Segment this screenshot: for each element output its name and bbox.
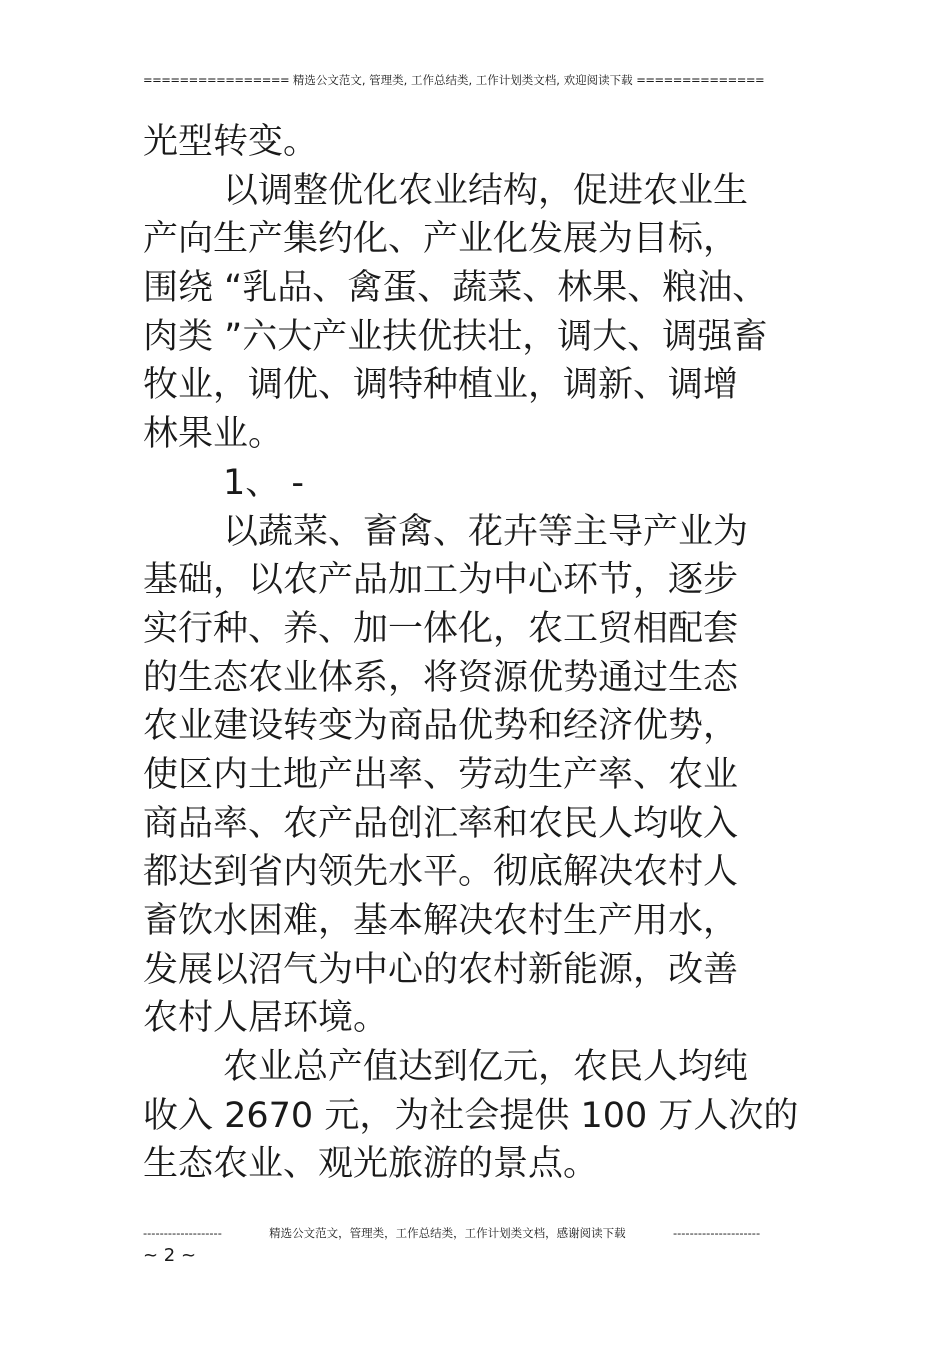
paragraph-line: 农业总产值达到亿元，农民人均纯 xyxy=(223,1047,749,1088)
section-heading: 1、 - xyxy=(223,462,305,503)
paragraph-line: 农村人居环境。 xyxy=(143,998,389,1039)
paragraph-line: 使区内土地产出率、劳动生产率、农业 xyxy=(143,754,739,795)
header-text: 精选公文范文, 管理类, 工作总结类, 工作计划类文档, 欢迎阅读下载 xyxy=(289,73,637,87)
paragraph-line: 商品率、农产品创汇率和农民人均收入 xyxy=(143,803,739,844)
paragraph-line: 产向生产集约化、产业化发展为目标， xyxy=(143,219,739,260)
page-footer xyxy=(143,1225,803,1241)
paragraph-line: 畜饮水困难，基本解决农村生产用水， xyxy=(143,901,739,941)
paragraph-line: 生态农业、观光旅游的景点。 xyxy=(143,1144,599,1185)
page-header xyxy=(143,72,803,88)
paragraph-line: 肉类 ”六大产业扶优扶壮，调大、调强畜 xyxy=(143,316,768,357)
header-rule-right: ============== xyxy=(636,73,765,87)
footer-text: 精选公文范文，管理类，工作总结类，工作计划类文档，感谢阅读下载 xyxy=(269,1226,626,1240)
paragraph-line: 牧业，调优、调特种植业，调新、调增 xyxy=(143,365,739,406)
paragraph-line: 基础，以农产品加工为中心环节，逐步 xyxy=(143,560,739,601)
paragraph-line: 以调整优化农业结构，促进农业生 xyxy=(223,170,749,211)
paragraph-line: 以蔬菜、畜禽、花卉等主导产业为 xyxy=(223,511,749,552)
paragraph-line: 实行种、养、加一体化，农工贸相配套 xyxy=(143,608,739,649)
header-rule-left: ================ xyxy=(143,73,290,87)
page-number: ~ 2 ~ xyxy=(143,1245,197,1266)
paragraph-line: 农业建设转变为商品优势和经济优势， xyxy=(143,706,739,747)
paragraph-line: 发展以沼气为中心的农村新能源，改善 xyxy=(143,949,739,990)
footer-rule-left: ------------------- xyxy=(143,1226,222,1240)
paragraph-line: 光型转变。 xyxy=(143,122,319,162)
paragraph-line: 都达到省内领先水平。彻底解决农村人 xyxy=(143,852,739,893)
footer-rule-right: --------------------- xyxy=(672,1226,761,1240)
paragraph-line: 林果业。 xyxy=(143,414,284,455)
paragraph-line: 收入 2670 元，为社会提供 100 万人次的 xyxy=(143,1095,799,1136)
paragraph-line: 的生态农业体系，将资源优势通过生态 xyxy=(143,657,739,698)
document-body xyxy=(143,118,813,1189)
paragraph-line: 围绕 “乳品、禽蛋、蔬菜、林果、粮油、 xyxy=(143,268,768,309)
